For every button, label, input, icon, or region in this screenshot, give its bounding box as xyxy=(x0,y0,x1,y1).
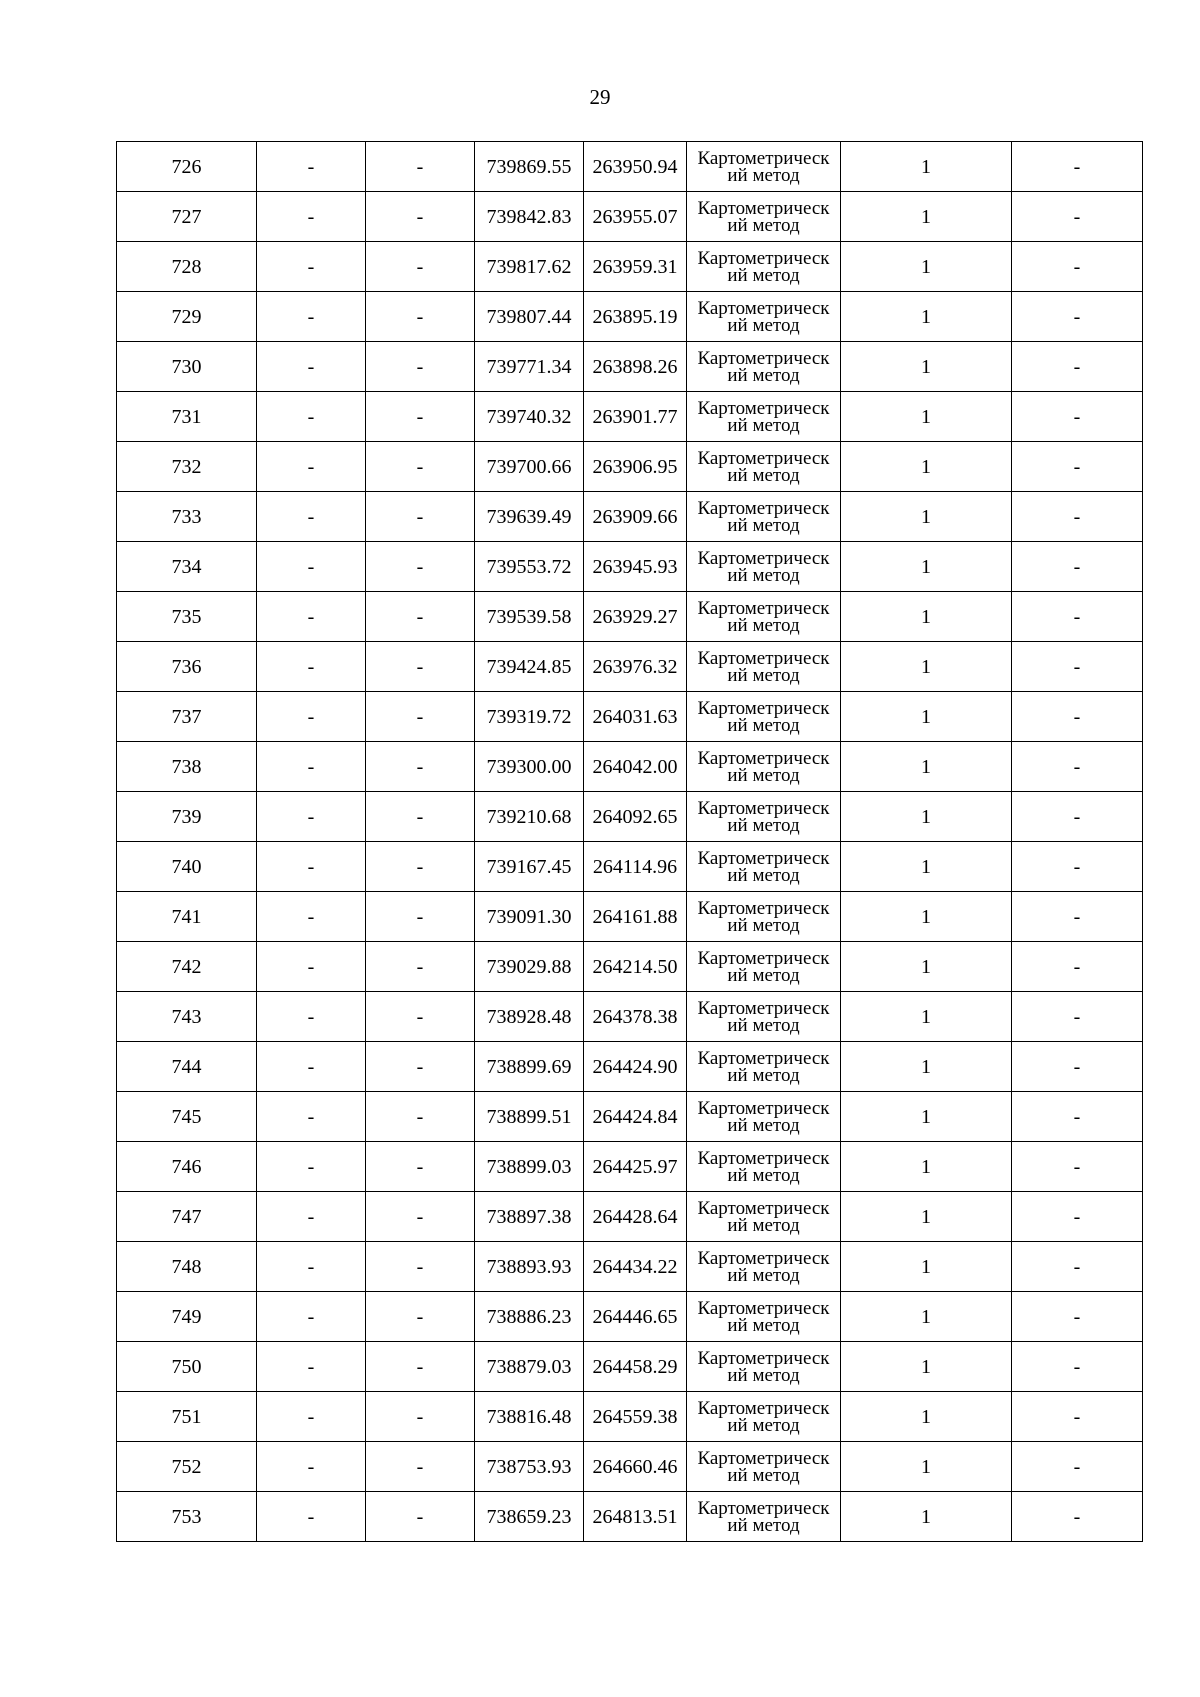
x-coordinate-cell: 738899.69 xyxy=(475,1042,584,1092)
empty-dash-cell: - xyxy=(1012,542,1143,592)
x-coordinate-cell: 739319.72 xyxy=(475,692,584,742)
accuracy-cell: 1 xyxy=(841,1292,1012,1342)
empty-dash-cell: - xyxy=(257,442,366,492)
method-cell xyxy=(687,1242,841,1292)
x-coordinate-cell: 738816.48 xyxy=(475,1392,584,1442)
x-coordinate-cell: 739807.44 xyxy=(475,292,584,342)
x-coordinate-cell: 738928.48 xyxy=(475,992,584,1042)
x-coordinate-cell: 739740.32 xyxy=(475,392,584,442)
method-cell xyxy=(687,292,841,342)
method-text: Картометрический метод xyxy=(697,997,830,1036)
method-text: Картометрический метод xyxy=(697,197,830,236)
x-coordinate-cell: 739210.68 xyxy=(475,792,584,842)
accuracy-cell: 1 xyxy=(841,1392,1012,1442)
table-body xyxy=(117,142,1143,1542)
accuracy-cell: 1 xyxy=(841,742,1012,792)
table-row xyxy=(117,242,1143,292)
method-cell xyxy=(687,1292,841,1342)
empty-dash-cell: - xyxy=(257,992,366,1042)
empty-dash-cell: - xyxy=(257,292,366,342)
method-text: Картометрический метод xyxy=(697,697,830,736)
table-row xyxy=(117,592,1143,642)
point-number-cell: 748 xyxy=(117,1242,257,1292)
y-coordinate-cell: 263901.77 xyxy=(584,392,687,442)
y-coordinate-cell: 264434.22 xyxy=(584,1242,687,1292)
method-cell xyxy=(687,842,841,892)
accuracy-cell: 1 xyxy=(841,242,1012,292)
empty-dash-cell: - xyxy=(257,1492,366,1542)
point-number-cell: 744 xyxy=(117,1042,257,1092)
empty-dash-cell: - xyxy=(366,442,475,492)
method-text: Картометрический метод xyxy=(697,647,830,686)
x-coordinate-cell: 739700.66 xyxy=(475,442,584,492)
accuracy-cell: 1 xyxy=(841,842,1012,892)
x-coordinate-cell: 739300.00 xyxy=(475,742,584,792)
x-coordinate-cell: 739029.88 xyxy=(475,942,584,992)
x-coordinate-cell: 738897.38 xyxy=(475,1192,584,1242)
point-number-cell: 747 xyxy=(117,1192,257,1242)
method-text: Картометрический метод xyxy=(697,297,830,336)
empty-dash-cell: - xyxy=(1012,1092,1143,1142)
empty-dash-cell: - xyxy=(1012,1492,1143,1542)
method-cell xyxy=(687,792,841,842)
empty-dash-cell: - xyxy=(1012,892,1143,942)
empty-dash-cell: - xyxy=(1012,592,1143,642)
x-coordinate-cell: 738753.93 xyxy=(475,1442,584,1492)
table-row xyxy=(117,692,1143,742)
method-cell xyxy=(687,492,841,542)
method-cell xyxy=(687,1042,841,1092)
accuracy-cell: 1 xyxy=(841,442,1012,492)
empty-dash-cell: - xyxy=(257,1042,366,1092)
method-cell xyxy=(687,1142,841,1192)
method-text: Картометрический метод xyxy=(697,1447,830,1486)
empty-dash-cell: - xyxy=(366,1092,475,1142)
empty-dash-cell: - xyxy=(257,642,366,692)
empty-dash-cell: - xyxy=(366,842,475,892)
accuracy-cell: 1 xyxy=(841,942,1012,992)
point-number-cell: 751 xyxy=(117,1392,257,1442)
method-text: Картометрический метод xyxy=(697,1397,830,1436)
method-text: Картометрический метод xyxy=(697,1097,830,1136)
method-cell xyxy=(687,942,841,992)
empty-dash-cell: - xyxy=(1012,742,1143,792)
empty-dash-cell: - xyxy=(1012,292,1143,342)
empty-dash-cell: - xyxy=(366,142,475,192)
method-cell xyxy=(687,592,841,642)
y-coordinate-cell: 263898.26 xyxy=(584,342,687,392)
point-number-cell: 742 xyxy=(117,942,257,992)
point-number-cell: 734 xyxy=(117,542,257,592)
point-number-cell: 743 xyxy=(117,992,257,1042)
table-row xyxy=(117,1492,1143,1542)
y-coordinate-cell: 264031.63 xyxy=(584,692,687,742)
empty-dash-cell: - xyxy=(366,1292,475,1342)
table-row xyxy=(117,1092,1143,1142)
empty-dash-cell: - xyxy=(1012,1192,1143,1242)
method-cell xyxy=(687,1442,841,1492)
empty-dash-cell: - xyxy=(1012,1392,1143,1442)
method-cell xyxy=(687,442,841,492)
method-text: Картометрический метод xyxy=(697,1347,830,1386)
empty-dash-cell: - xyxy=(1012,442,1143,492)
empty-dash-cell: - xyxy=(257,742,366,792)
x-coordinate-cell: 738893.93 xyxy=(475,1242,584,1292)
y-coordinate-cell: 264428.64 xyxy=(584,1192,687,1242)
method-cell xyxy=(687,642,841,692)
method-text: Картометрический метод xyxy=(697,897,830,936)
method-cell xyxy=(687,992,841,1042)
table-row xyxy=(117,1192,1143,1242)
empty-dash-cell: - xyxy=(1012,142,1143,192)
table-row xyxy=(117,1342,1143,1392)
empty-dash-cell: - xyxy=(1012,1342,1143,1392)
table-row xyxy=(117,1242,1143,1292)
x-coordinate-cell: 738879.03 xyxy=(475,1342,584,1392)
y-coordinate-cell: 264660.46 xyxy=(584,1442,687,1492)
accuracy-cell: 1 xyxy=(841,1442,1012,1492)
y-coordinate-cell: 264424.90 xyxy=(584,1042,687,1092)
point-number-cell: 753 xyxy=(117,1492,257,1542)
accuracy-cell: 1 xyxy=(841,642,1012,692)
empty-dash-cell: - xyxy=(366,1392,475,1442)
point-number-cell: 737 xyxy=(117,692,257,742)
empty-dash-cell: - xyxy=(1012,692,1143,742)
coordinates-table xyxy=(116,141,1143,1542)
point-number-cell: 739 xyxy=(117,792,257,842)
accuracy-cell: 1 xyxy=(841,1492,1012,1542)
x-coordinate-cell: 739167.45 xyxy=(475,842,584,892)
method-text: Картометрический метод xyxy=(697,597,830,636)
method-text: Картометрический метод xyxy=(697,1147,830,1186)
point-number-cell: 740 xyxy=(117,842,257,892)
table-row xyxy=(117,642,1143,692)
accuracy-cell: 1 xyxy=(841,1142,1012,1192)
y-coordinate-cell: 263950.94 xyxy=(584,142,687,192)
point-number-cell: 736 xyxy=(117,642,257,692)
method-cell xyxy=(687,692,841,742)
y-coordinate-cell: 264425.97 xyxy=(584,1142,687,1192)
empty-dash-cell: - xyxy=(366,1342,475,1392)
accuracy-cell: 1 xyxy=(841,1042,1012,1092)
method-cell xyxy=(687,1492,841,1542)
empty-dash-cell: - xyxy=(257,392,366,442)
y-coordinate-cell: 264446.65 xyxy=(584,1292,687,1342)
empty-dash-cell: - xyxy=(1012,492,1143,542)
empty-dash-cell: - xyxy=(366,492,475,542)
point-number-cell: 732 xyxy=(117,442,257,492)
empty-dash-cell: - xyxy=(257,1242,366,1292)
empty-dash-cell: - xyxy=(1012,192,1143,242)
method-text: Картометрический метод xyxy=(697,1297,830,1336)
y-coordinate-cell: 264114.96 xyxy=(584,842,687,892)
empty-dash-cell: - xyxy=(257,1342,366,1392)
method-text: Картометрический метод xyxy=(697,1197,830,1236)
method-text: Картометрический метод xyxy=(697,497,830,536)
y-coordinate-cell: 263959.31 xyxy=(584,242,687,292)
method-cell xyxy=(687,242,841,292)
accuracy-cell: 1 xyxy=(841,1342,1012,1392)
empty-dash-cell: - xyxy=(366,1192,475,1242)
point-number-cell: 750 xyxy=(117,1342,257,1392)
accuracy-cell: 1 xyxy=(841,692,1012,742)
empty-dash-cell: - xyxy=(257,192,366,242)
table-row xyxy=(117,1292,1143,1342)
y-coordinate-cell: 263929.27 xyxy=(584,592,687,642)
empty-dash-cell: - xyxy=(257,1092,366,1142)
accuracy-cell: 1 xyxy=(841,892,1012,942)
empty-dash-cell: - xyxy=(366,342,475,392)
y-coordinate-cell: 264092.65 xyxy=(584,792,687,842)
method-text: Картометрический метод xyxy=(697,947,830,986)
point-number-cell: 727 xyxy=(117,192,257,242)
accuracy-cell: 1 xyxy=(841,992,1012,1042)
table-row xyxy=(117,442,1143,492)
empty-dash-cell: - xyxy=(257,592,366,642)
empty-dash-cell: - xyxy=(366,642,475,692)
x-coordinate-cell: 738899.51 xyxy=(475,1092,584,1142)
empty-dash-cell: - xyxy=(257,692,366,742)
empty-dash-cell: - xyxy=(257,1192,366,1242)
empty-dash-cell: - xyxy=(257,342,366,392)
table-row xyxy=(117,342,1143,392)
point-number-cell: 726 xyxy=(117,142,257,192)
empty-dash-cell: - xyxy=(366,742,475,792)
empty-dash-cell: - xyxy=(366,542,475,592)
table-row xyxy=(117,192,1143,242)
table-row xyxy=(117,1392,1143,1442)
empty-dash-cell: - xyxy=(1012,642,1143,692)
empty-dash-cell: - xyxy=(1012,1142,1143,1192)
method-text: Картометрический метод xyxy=(697,1247,830,1286)
method-cell xyxy=(687,192,841,242)
x-coordinate-cell: 739424.85 xyxy=(475,642,584,692)
accuracy-cell: 1 xyxy=(841,192,1012,242)
point-number-cell: 741 xyxy=(117,892,257,942)
table-row xyxy=(117,392,1143,442)
method-text: Картометрический метод xyxy=(697,797,830,836)
x-coordinate-cell: 739553.72 xyxy=(475,542,584,592)
empty-dash-cell: - xyxy=(366,1042,475,1092)
method-cell xyxy=(687,1092,841,1142)
empty-dash-cell: - xyxy=(366,1142,475,1192)
x-coordinate-cell: 739771.34 xyxy=(475,342,584,392)
method-text: Картометрический метод xyxy=(697,547,830,586)
accuracy-cell: 1 xyxy=(841,492,1012,542)
y-coordinate-cell: 264458.29 xyxy=(584,1342,687,1392)
method-text: Картометрический метод xyxy=(697,447,830,486)
empty-dash-cell: - xyxy=(257,1142,366,1192)
x-coordinate-cell: 738899.03 xyxy=(475,1142,584,1192)
method-cell xyxy=(687,1342,841,1392)
empty-dash-cell: - xyxy=(366,692,475,742)
empty-dash-cell: - xyxy=(257,792,366,842)
table-row xyxy=(117,292,1143,342)
x-coordinate-cell: 739639.49 xyxy=(475,492,584,542)
point-number-cell: 738 xyxy=(117,742,257,792)
table-row xyxy=(117,542,1143,592)
accuracy-cell: 1 xyxy=(841,392,1012,442)
table-row xyxy=(117,942,1143,992)
empty-dash-cell: - xyxy=(366,792,475,842)
accuracy-cell: 1 xyxy=(841,342,1012,392)
x-coordinate-cell: 739817.62 xyxy=(475,242,584,292)
empty-dash-cell: - xyxy=(1012,1042,1143,1092)
empty-dash-cell: - xyxy=(257,242,366,292)
point-number-cell: 745 xyxy=(117,1092,257,1142)
method-cell xyxy=(687,342,841,392)
page-number: 29 xyxy=(589,85,611,109)
accuracy-cell: 1 xyxy=(841,592,1012,642)
y-coordinate-cell: 263945.93 xyxy=(584,542,687,592)
x-coordinate-cell: 739842.83 xyxy=(475,192,584,242)
accuracy-cell: 1 xyxy=(841,792,1012,842)
empty-dash-cell: - xyxy=(366,292,475,342)
empty-dash-cell: - xyxy=(257,942,366,992)
table-row xyxy=(117,1142,1143,1192)
y-coordinate-cell: 264042.00 xyxy=(584,742,687,792)
table-row xyxy=(117,142,1143,192)
method-text: Картометрический метод xyxy=(697,397,830,436)
method-cell xyxy=(687,142,841,192)
method-text: Картометрический метод xyxy=(697,1497,830,1536)
table-row xyxy=(117,992,1143,1042)
y-coordinate-cell: 264378.38 xyxy=(584,992,687,1042)
y-coordinate-cell: 263909.66 xyxy=(584,492,687,542)
method-text: Картометрический метод xyxy=(697,847,830,886)
empty-dash-cell: - xyxy=(257,892,366,942)
empty-dash-cell: - xyxy=(1012,842,1143,892)
point-number-cell: 729 xyxy=(117,292,257,342)
table-row xyxy=(117,842,1143,892)
accuracy-cell: 1 xyxy=(841,1092,1012,1142)
point-number-cell: 731 xyxy=(117,392,257,442)
y-coordinate-cell: 264214.50 xyxy=(584,942,687,992)
point-number-cell: 735 xyxy=(117,592,257,642)
empty-dash-cell: - xyxy=(1012,992,1143,1042)
y-coordinate-cell: 263955.07 xyxy=(584,192,687,242)
empty-dash-cell: - xyxy=(1012,392,1143,442)
method-text: Картометрический метод xyxy=(697,1047,830,1086)
point-number-cell: 752 xyxy=(117,1442,257,1492)
y-coordinate-cell: 264559.38 xyxy=(584,1392,687,1442)
empty-dash-cell: - xyxy=(1012,1242,1143,1292)
point-number-cell: 746 xyxy=(117,1142,257,1192)
empty-dash-cell: - xyxy=(1012,1292,1143,1342)
table-row xyxy=(117,1042,1143,1092)
empty-dash-cell: - xyxy=(366,942,475,992)
empty-dash-cell: - xyxy=(1012,792,1143,842)
y-coordinate-cell: 264424.84 xyxy=(584,1092,687,1142)
empty-dash-cell: - xyxy=(366,242,475,292)
point-number-cell: 733 xyxy=(117,492,257,542)
point-number-cell: 749 xyxy=(117,1292,257,1342)
table-row xyxy=(117,792,1143,842)
empty-dash-cell: - xyxy=(257,1292,366,1342)
method-cell xyxy=(687,542,841,592)
empty-dash-cell: - xyxy=(1012,342,1143,392)
empty-dash-cell: - xyxy=(257,542,366,592)
empty-dash-cell: - xyxy=(1012,1442,1143,1492)
x-coordinate-cell: 739091.30 xyxy=(475,892,584,942)
accuracy-cell: 1 xyxy=(841,1192,1012,1242)
x-coordinate-cell: 738886.23 xyxy=(475,1292,584,1342)
table-row xyxy=(117,1442,1143,1492)
empty-dash-cell: - xyxy=(366,1242,475,1292)
accuracy-cell: 1 xyxy=(841,292,1012,342)
empty-dash-cell: - xyxy=(366,392,475,442)
empty-dash-cell: - xyxy=(257,1392,366,1442)
empty-dash-cell: - xyxy=(366,592,475,642)
empty-dash-cell: - xyxy=(257,1442,366,1492)
method-text: Картометрический метод xyxy=(697,747,830,786)
table-row xyxy=(117,892,1143,942)
method-cell xyxy=(687,1392,841,1442)
empty-dash-cell: - xyxy=(366,892,475,942)
method-text: Картометрический метод xyxy=(697,247,830,286)
x-coordinate-cell: 739539.58 xyxy=(475,592,584,642)
table-row xyxy=(117,742,1143,792)
empty-dash-cell: - xyxy=(257,142,366,192)
method-cell xyxy=(687,892,841,942)
method-text: Картометрический метод xyxy=(697,347,830,386)
method-cell xyxy=(687,742,841,792)
empty-dash-cell: - xyxy=(1012,242,1143,292)
x-coordinate-cell: 739869.55 xyxy=(475,142,584,192)
method-cell xyxy=(687,392,841,442)
point-number-cell: 728 xyxy=(117,242,257,292)
accuracy-cell: 1 xyxy=(841,1242,1012,1292)
empty-dash-cell: - xyxy=(1012,942,1143,992)
accuracy-cell: 1 xyxy=(841,142,1012,192)
y-coordinate-cell: 263976.32 xyxy=(584,642,687,692)
y-coordinate-cell: 264813.51 xyxy=(584,1492,687,1542)
method-cell xyxy=(687,1192,841,1242)
empty-dash-cell: - xyxy=(257,842,366,892)
method-text: Картометрический метод xyxy=(697,147,830,186)
y-coordinate-cell: 263906.95 xyxy=(584,442,687,492)
empty-dash-cell: - xyxy=(366,1492,475,1542)
table-row xyxy=(117,492,1143,542)
y-coordinate-cell: 263895.19 xyxy=(584,292,687,342)
empty-dash-cell: - xyxy=(366,1442,475,1492)
point-number-cell: 730 xyxy=(117,342,257,392)
empty-dash-cell: - xyxy=(257,492,366,542)
accuracy-cell: 1 xyxy=(841,542,1012,592)
empty-dash-cell: - xyxy=(366,192,475,242)
empty-dash-cell: - xyxy=(366,992,475,1042)
x-coordinate-cell: 738659.23 xyxy=(475,1492,584,1542)
y-coordinate-cell: 264161.88 xyxy=(584,892,687,942)
